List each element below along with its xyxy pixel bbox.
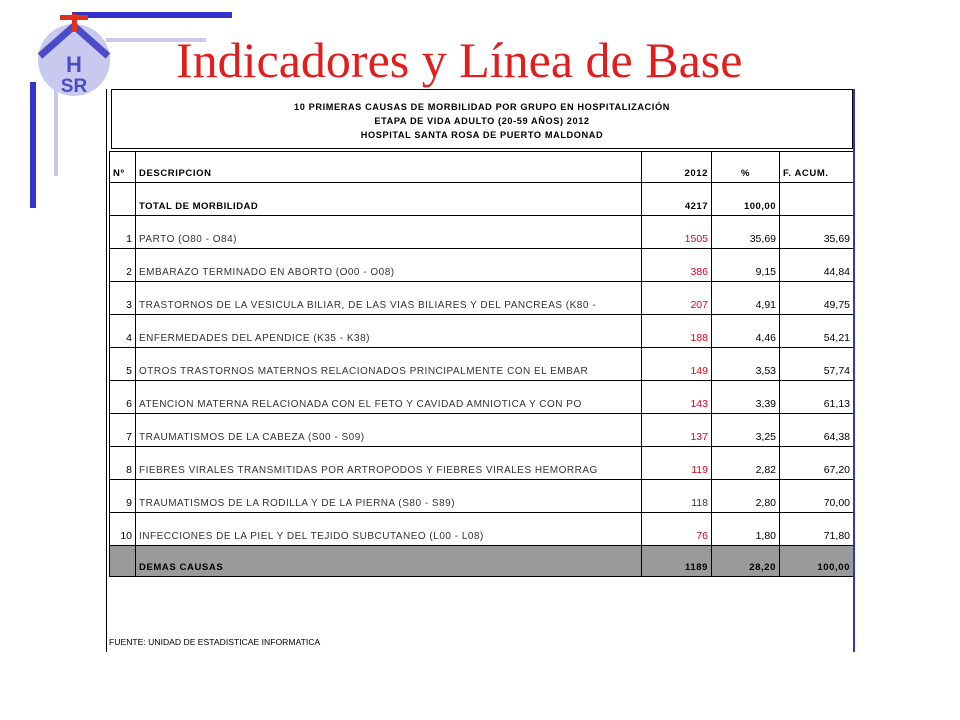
table-heading-line-2: ETAPA DE VIDA ADULTO (20-59 AÑOS) 2012 [374,116,590,126]
total-label: TOTAL DE MORBILIDAD [136,183,642,216]
table-row [110,480,854,513]
row-percent: 35,69 [712,216,780,249]
total-accumulated [780,183,854,216]
row-count-2012: 1505 [642,216,712,249]
table-heading-line-3: HOSPITAL SANTA ROSA DE PUERTO MALDONAD [360,130,604,140]
col-header-accumulated: F. ACUM. [780,152,854,183]
row-accumulated: 61,13 [780,381,854,414]
table-heading-line-1: 10 PRIMERAS CAUSAS DE MORBILIDAD POR GRUPO EN HOSPITALIZACIÓN [294,102,670,112]
row-percent: 2,80 [712,480,780,513]
row-accumulated: 71,80 [780,513,854,546]
row-accumulated: 57,74 [780,348,854,381]
row-percent: 4,46 [712,315,780,348]
table-row [110,249,854,282]
table-row [110,315,854,348]
demas-count: 1189 [642,546,712,577]
demas-label: DEMAS CAUSAS [136,546,642,577]
hospital-logo [32,14,116,98]
column-header-row [110,152,854,183]
row-percent: 9,15 [712,249,780,282]
row-count-2012: 149 [642,348,712,381]
row-count-2012: 386 [642,249,712,282]
row-description: EMBARAZO TERMINADO EN ABORTO (O00 - O08) [136,249,642,282]
source-note: FUENTE: UNIDAD DE ESTADISTICAE INFORMATICA [109,637,321,647]
table-row [110,381,854,414]
svg-text:H: H [66,52,82,77]
col-header-number: Nº [110,152,136,183]
row-number: 2 [110,249,136,282]
row-accumulated: 70,00 [780,480,854,513]
morbidity-table [109,151,854,577]
row-accumulated: 49,75 [780,282,854,315]
row-number: 1 [110,216,136,249]
table-row [110,513,854,546]
row-description: INFECCIONES DE LA PIEL Y DEL TEJIDO SUBCUTANEO (L00 - L08) [136,513,642,546]
total-percent: 100,00 [712,183,780,216]
row-percent: 3,25 [712,414,780,447]
table-row [110,282,854,315]
row-count-2012: 207 [642,282,712,315]
total-row [110,183,854,216]
row-number: 7 [110,414,136,447]
col-header-description: DESCRIPCION [136,152,642,183]
row-count-2012: 76 [642,513,712,546]
row-percent: 4,91 [712,282,780,315]
row-percent: 2,82 [712,447,780,480]
row-count-2012: 118 [642,480,712,513]
row-number: 10 [110,513,136,546]
row-accumulated: 54,21 [780,315,854,348]
col-header-year: 2012 [642,152,712,183]
row-number: 3 [110,282,136,315]
demas-percent: 28,20 [712,546,780,577]
row-description: TRAUMATISMOS DE LA RODILLA Y DE LA PIERNA (S80 - S89) [136,480,642,513]
row-percent: 1,80 [712,513,780,546]
row-number: 6 [110,381,136,414]
row-number: 4 [110,315,136,348]
row-description: TRAUMATISMOS DE LA CABEZA (S00 - S09) [136,414,642,447]
row-description: ENFERMEDADES DEL APENDICE (K35 - K38) [136,315,642,348]
slide-title: Indicadores y Línea de Base [176,32,743,88]
table-header-block [111,89,853,149]
row-percent: 3,39 [712,381,780,414]
table-row [110,216,854,249]
row-percent: 3,53 [712,348,780,381]
row-description: TRASTORNOS DE LA VESICULA BILIAR, DE LAS VIAS BILIARES Y DEL PANCREAS (K80 - [136,282,642,315]
row-count-2012: 143 [642,381,712,414]
row-accumulated: 67,20 [780,447,854,480]
row-description: PARTO (O80 - O84) [136,216,642,249]
demas-accumulated: 100,00 [780,546,854,577]
row-number: 8 [110,447,136,480]
row-accumulated: 35,69 [780,216,854,249]
demas-number-cell [110,546,136,577]
row-accumulated: 44,84 [780,249,854,282]
table-row [110,348,854,381]
row-count-2012: 119 [642,447,712,480]
row-description: OTROS TRASTORNOS MATERNOS RELACIONADOS PRINCIPALMENTE CON EL EMBAR [136,348,642,381]
demas-causas-row [110,546,854,577]
row-description: ATENCION MATERNA RELACIONADA CON EL FETO Y CAVIDAD AMNIOTICA Y CON PO [136,381,642,414]
table-row [110,414,854,447]
morbidity-table-image [106,89,855,652]
col-header-percent: % [712,152,780,183]
row-count-2012: 137 [642,414,712,447]
total-count: 4217 [642,183,712,216]
row-number: 9 [110,480,136,513]
row-number: 5 [110,348,136,381]
total-number-cell [110,183,136,216]
table-row [110,447,854,480]
row-description: FIEBRES VIRALES TRANSMITIDAS POR ARTROPODOS Y FIEBRES VIRALES HEMORRAG [136,447,642,480]
svg-text:SR: SR [60,76,88,97]
row-count-2012: 188 [642,315,712,348]
accent-line-left [30,82,36,208]
row-accumulated: 64,38 [780,414,854,447]
